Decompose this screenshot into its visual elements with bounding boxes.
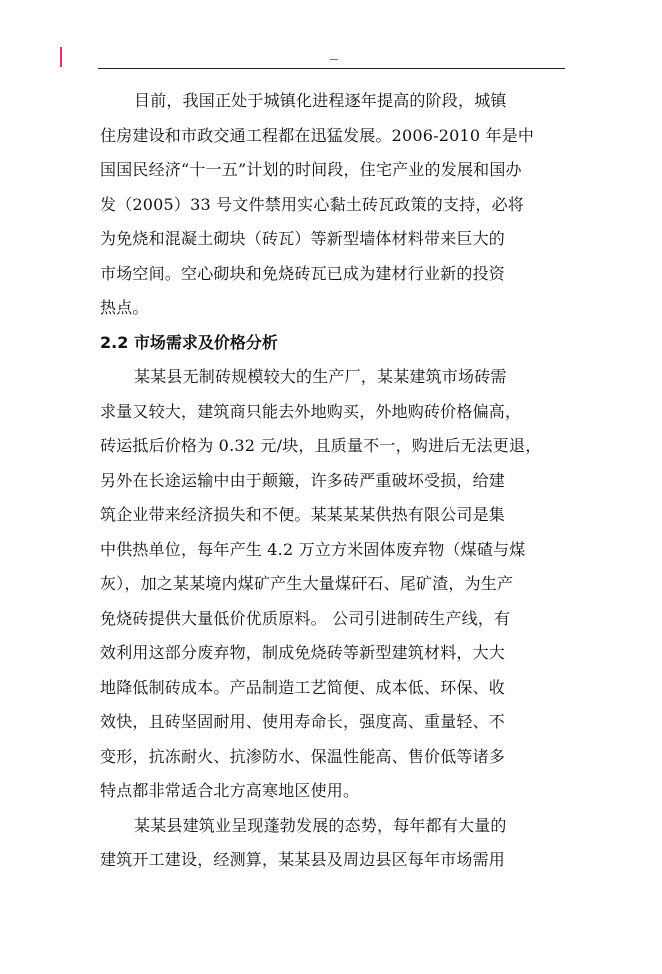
text-line: 地降低制砖成本。产品制造工艺简便、成本低、环保、收	[100, 677, 506, 697]
text-line: 某某县无制砖规模较大的生产厂，某某建筑市场砖需	[134, 367, 507, 386]
text-line: 效利用这部分废弃物，制成免烧砖等新型建筑材料，大大	[100, 643, 506, 662]
text-line: 目前，我国正处于城镇化进程逐年提高的阶段，城镇	[134, 91, 507, 110]
section-heading: 2.2 市场需求及价格分析	[100, 332, 278, 352]
paragraph-urbanization	[100, 84, 565, 326]
paragraph-market-demand	[100, 360, 565, 809]
text-line: 求量又较大，建筑商只能去外地购买，外地购砖价格偏高，	[100, 401, 522, 421]
text-line: 热点。	[100, 298, 149, 317]
text-line: 另外在长途运输中由于颠簸，许多砖严重破坏受损，给建	[100, 470, 506, 490]
paragraph-construction	[100, 809, 565, 878]
text-line: 建筑开工建设，经测算，某某县及周边县区每年市场需用	[100, 850, 506, 869]
text-line: 特点都非常适合北方高寒地区使用。	[100, 781, 360, 800]
text-line: 国国民经济“十一五”计划的时间段，住宅产业的发展和国办	[100, 160, 522, 179]
margin-mark	[60, 47, 62, 67]
text-line: 住房建设和市政交通工程都在迅猛发展。2006-2010 年是中	[100, 125, 535, 145]
text-line: 免烧砖提供大量低价优质原料。 公司引进制砖生产线，有	[100, 608, 511, 628]
text-line: 市场空间。空心砌块和免烧砖瓦已成为建材行业新的投资	[100, 263, 506, 283]
text-line: 发（2005）33 号文件禁用实心黏土砖瓦政策的支持，必将	[100, 194, 524, 214]
text-line: 筑企业带来经济损失和不便。某某某某供热有限公司是集	[100, 505, 506, 524]
text-line: 砖运抵后价格为 0.32 元/块，且质量不一，购进后无法更退，	[100, 436, 542, 455]
document-body	[100, 84, 565, 878]
header-rule	[98, 68, 565, 69]
text-line: 变形，抗冻耐火、抗渗防水、保温性能高、售价低等诸多	[100, 746, 506, 766]
text-line: 中供热单位，每年产生 4.2 万立方米固体废弃物（煤碴与煤	[100, 539, 526, 559]
text-line: 为免烧和混凝土砌块（砖瓦）等新型墙体材料带来巨大的	[100, 229, 506, 248]
text-line: 灰），加之某某境内煤矿产生大量煤矸石、尾矿渣，为生产	[100, 574, 514, 593]
text-line: 效快，且砖坚固耐用、使用寿命长，强度高、重量轻、不	[100, 712, 506, 731]
header-mark: –	[330, 50, 338, 66]
text-line: 某某县建筑业呈现蓬勃发展的态势，每年都有大量的	[134, 815, 507, 835]
